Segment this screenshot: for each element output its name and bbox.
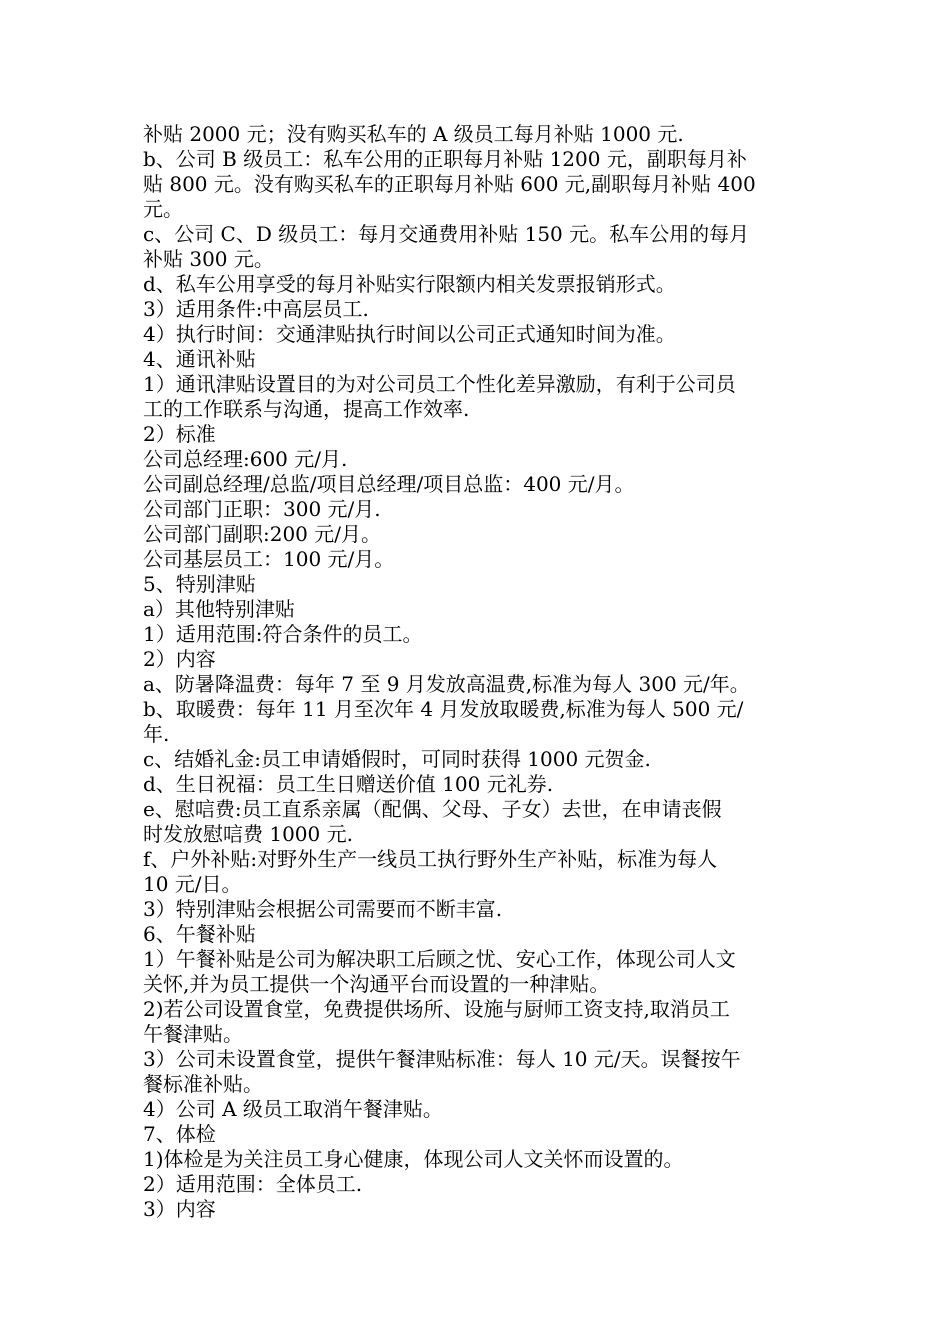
text-line: 贴 800 元。没有购买私车的正职每月补贴 600 元,副职每月补贴 400	[143, 172, 756, 196]
text-line: 2）标准	[143, 422, 216, 446]
section-heading: 4、通讯补贴	[143, 347, 256, 371]
text-line: e、慰唁费:员工直系亲属（配偶、父母、子女）去世，在申请丧假	[143, 797, 722, 821]
text-line: d、私车公用享受的每月补贴实行限额内相关发票报销形式。	[143, 272, 676, 296]
text-line: 3）公司未设置食堂，提供午餐津贴标准：每人 10 元/天。误餐按午	[143, 1047, 741, 1071]
text-line: 公司总经理:600 元/月.	[143, 447, 348, 471]
text-line: 午餐津贴。	[143, 1022, 243, 1046]
document-body	[143, 122, 811, 1222]
text-line: a）其他特别津贴	[143, 597, 295, 621]
text-line: f、户外补贴:对野外生产一线员工执行野外生产补贴，标准为每人	[143, 847, 718, 871]
text-line: 1）适用范围:符合条件的员工。	[143, 622, 423, 646]
text-line: 工的工作联系与沟通，提高工作效率.	[143, 397, 470, 421]
text-line: 3）适用条件:中高层员工.	[143, 297, 369, 321]
text-line: 2）内容	[143, 647, 216, 671]
text-line: 公司部门正职：300 元/月.	[143, 497, 381, 521]
text-line: 4）执行时间：交通津贴执行时间以公司正式通知时间为准。	[143, 322, 676, 346]
text-line: 公司部门副职:200 元/月。	[143, 522, 382, 546]
section-heading: 6、午餐补贴	[143, 922, 256, 946]
text-line: 关怀,并为员工提供一个沟通平台而设置的一种津贴。	[143, 972, 610, 996]
text-line: 1）午餐补贴是公司为解决职工后顾之忧、安心工作，体现公司人文	[143, 947, 736, 971]
text-line: 补贴 2000 元；没有购买私车的 A 级员工每月补贴 1000 元.	[143, 122, 684, 146]
text-line: 公司副总经理/总监/项目总经理/项目总监：400 元/月。	[143, 472, 635, 496]
text-line: 补贴 300 元。	[143, 247, 274, 271]
text-line: 时发放慰唁费 1000 元.	[143, 822, 353, 846]
text-line: 1）通讯津贴设置目的为对公司员工个性化差异激励，有利于公司员	[143, 372, 736, 396]
section-heading: 5、特别津贴	[143, 572, 256, 596]
text-line: b、取暖费：每年 11 月至次年 4 月发放取暖费,标准为每人 500 元/	[143, 697, 744, 721]
text-line: 2）适用范围：全体员工.	[143, 1172, 363, 1196]
text-line: c、结婚礼金:员工申请婚假时，可同时获得 1000 元贺金.	[143, 747, 651, 771]
text-line: 餐标准补贴。	[143, 1072, 263, 1096]
text-line: d、生日祝福：员工生日赠送价值 100 元礼券.	[143, 772, 554, 796]
text-line: c、公司 C、D 级员工：每月交通费用补贴 150 元。私车公用的每月	[143, 222, 750, 246]
text-line: 4）公司 A 级员工取消午餐津贴。	[143, 1097, 443, 1121]
text-line: 10 元/日。	[143, 872, 242, 896]
section-heading: 7、体检	[143, 1122, 216, 1146]
text-line: 2)若公司设置食堂，免费提供场所、设施与厨师工资支持,取消员工	[143, 997, 730, 1021]
text-line: 年.	[143, 722, 170, 746]
text-line: 3）特别津贴会根据公司需要而不断丰富.	[143, 897, 503, 921]
text-line: a、防暑降温费：每年 7 至 9 月发放高温费,标准为每人 300 元/年。	[143, 672, 750, 696]
text-line: 1)体检是为关注员工身心健康，体现公司人文关怀而设置的。	[143, 1147, 684, 1171]
text-line: 公司基层员工：100 元/月。	[143, 547, 395, 571]
text-line: b、公司 B 级员工：私车公用的正职每月补贴 1200 元，副职每月补	[143, 147, 747, 171]
text-line: 元。	[143, 197, 183, 221]
text-line: 3）内容	[143, 1197, 216, 1221]
